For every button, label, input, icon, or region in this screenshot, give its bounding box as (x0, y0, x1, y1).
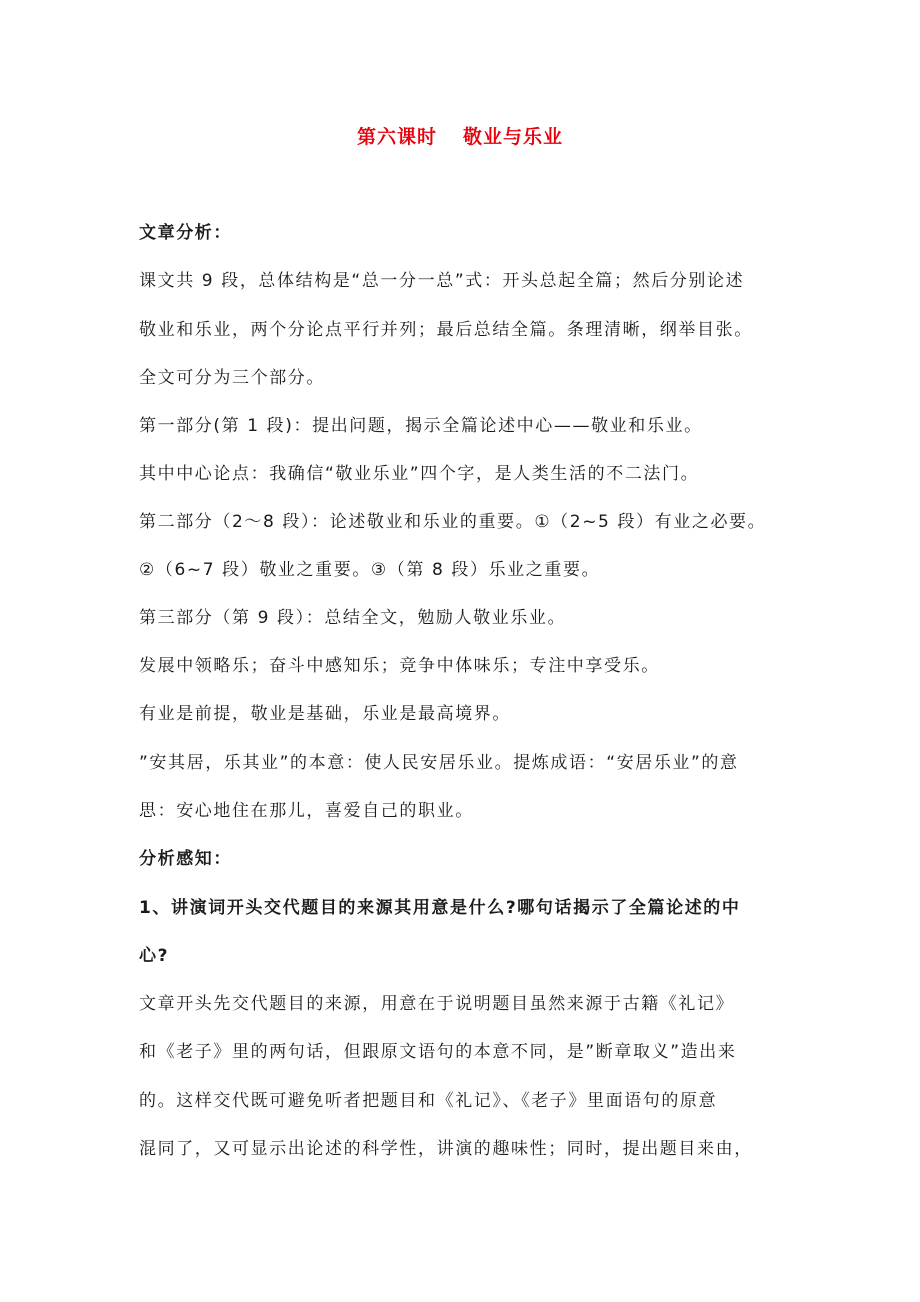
title-topic: 敬业与乐业 (463, 126, 564, 148)
paragraph-line: 有业是前提，敬业是基础，乐业是最高境界。 (139, 704, 511, 724)
paragraph-line: ”安其居，乐其业”的本意：使人民安居乐业。提炼成语：“安居乐业”的意 (139, 753, 739, 773)
answer-line: 混同了，又可显示出论述的科学性，讲演的趣味性；同时，提出题目来由， (139, 1139, 753, 1159)
paragraph-line: 思：安心地住在那儿，喜爱自己的职业。 (139, 801, 474, 821)
paragraph-line: 第一部分(第 1 段)：提出问题，揭示全篇论述中心——敬业和乐业。 (139, 416, 703, 436)
paragraph-line: ②（6~7 段）敬业之重要。③（第 8 段）乐业之重要。 (139, 560, 601, 580)
paragraph-line: 全文可分为三个部分。 (139, 368, 325, 388)
paragraph-line: 其中中心论点：我确信“敬业乐业”四个字，是人类生活的不二法门。 (139, 464, 700, 484)
section-heading-perception: 分析感知： (139, 849, 232, 869)
section-heading-analysis: 文章分析： (139, 223, 232, 243)
question-line: 1、讲演词开头交代题目的来源其用意是什么?哪句话揭示了全篇论述的中 (139, 898, 741, 918)
question-line: 心? (139, 946, 170, 966)
paragraph-line: 课文共 9 段，总体结构是“总一分一总”式：开头总起全篇；然后分别论述 (139, 271, 745, 291)
title-lesson: 第六课时 (356, 126, 437, 148)
paragraph-line: 第三部分（第 9 段）：总结全文，勉励人敬业乐业。 (139, 608, 567, 628)
answer-line: 和《老子》里的两句话，但跟原文语句的本意不同，是”断章取义”造出来 (139, 1042, 737, 1062)
page-title (0, 122, 920, 152)
paragraph-line: 发展中领略乐；奋斗中感知乐；竞争中体味乐；专注中享受乐。 (139, 656, 660, 676)
paragraph-line: 第二部分（2～8 段）：论述敬业和乐业的重要。①（2~5 段）有业之必要。 (139, 512, 767, 532)
paragraph-line: 敬业和乐业，两个分论点平行并列；最后总结全篇。条理清晰，纲举目张。 (139, 320, 753, 340)
answer-line: 文章开头先交代题目的来源，用意在于说明题目虽然来源于古籍《礼记》 (139, 994, 735, 1014)
answer-line: 的。这样交代既可避免听者把题目和《礼记》、《老子》里面语句的原意 (139, 1091, 718, 1111)
